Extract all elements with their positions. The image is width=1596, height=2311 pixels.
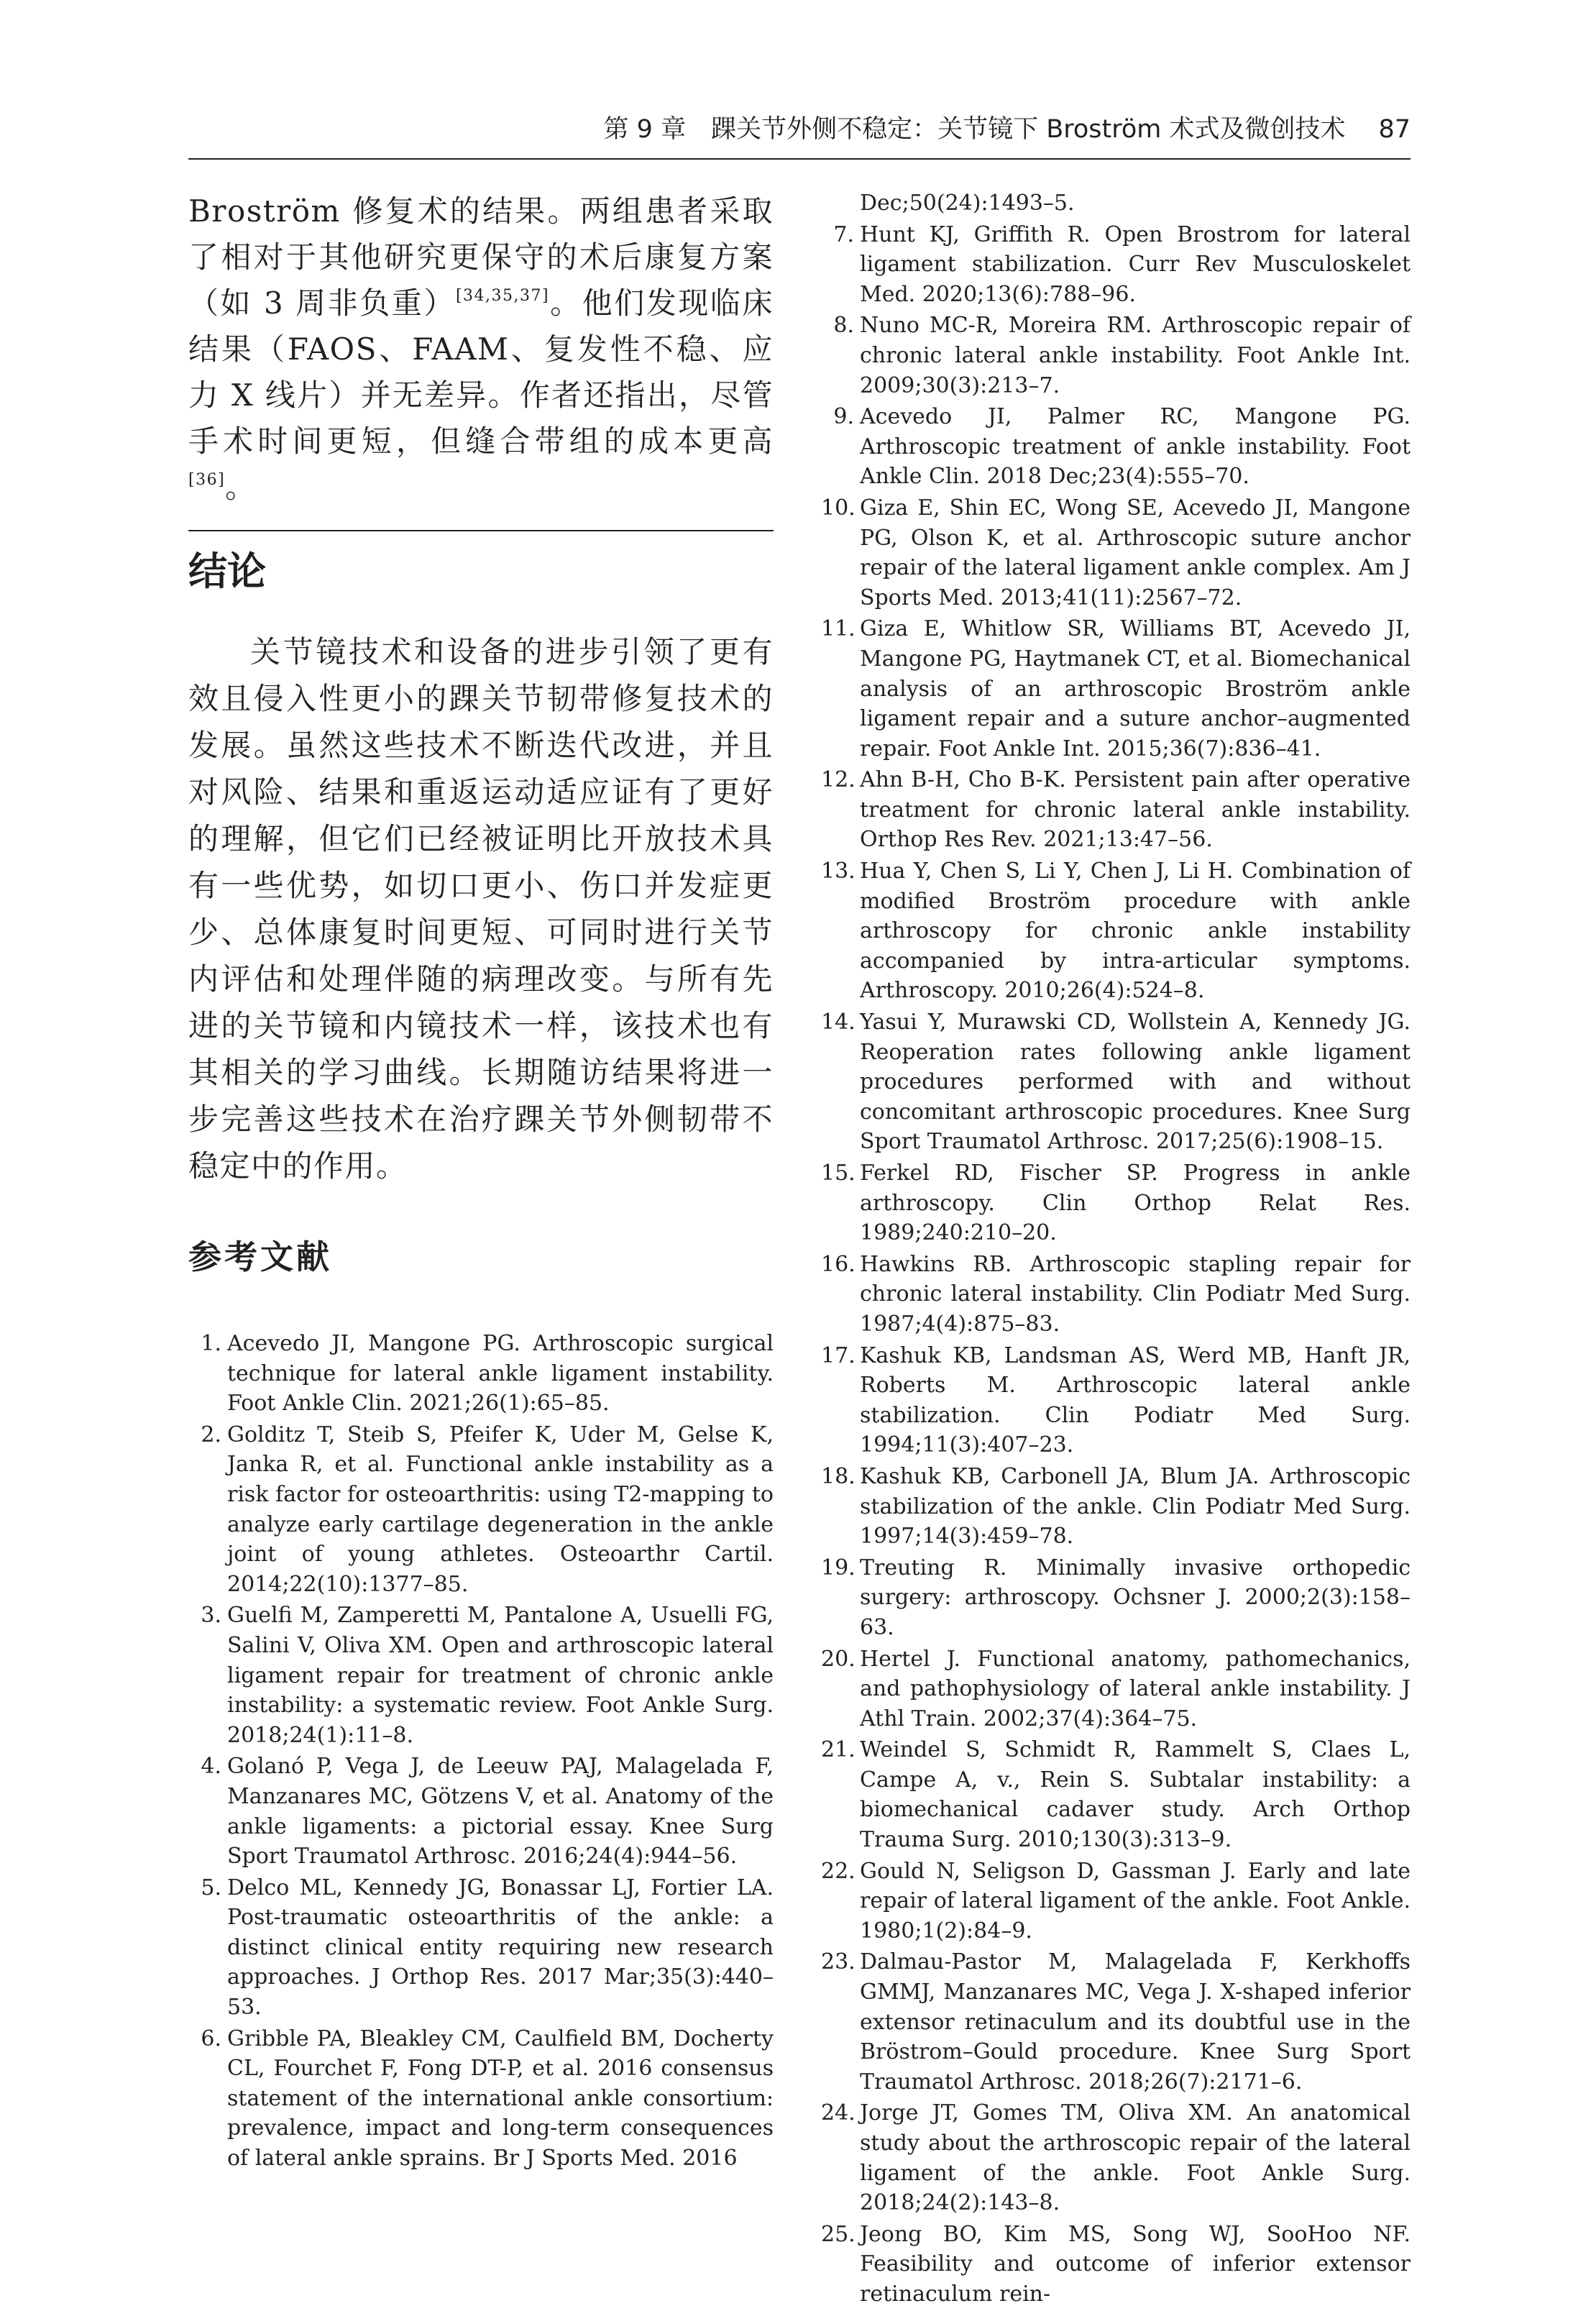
reference-text: Dalmau-Pastor M, Malagelada F, Kerkhoffs GMMJ, Manzanares MC, Vega J. X-shaped inferior extensor retinaculum and its doubtful use in the Bröstrom–Gould procedure. Knee Surg Sport Traumatol Arthrosc. 2018;26(7):2171–6. <box>860 1949 1411 2095</box>
reference-number: 24. <box>821 2100 856 2126</box>
reference-number: 15. <box>821 1161 856 1186</box>
reference-text: Ahn B-H, Cho B-K. Persistent pain after operative treatment for chronic lateral ankle instability. Orthop Res Rev. 2021;13:47–56. <box>860 767 1411 853</box>
reference-number: 18. <box>821 1463 856 1489</box>
reference-text: Hua Y, Chen S, Li Y, Chen J, Li H. Combination of modified Broström procedure with ankle arthroscopy for chronic ankle instability accompanied by intra-articular symptoms. Arthroscopy. 2010;26(4):524–8. <box>860 859 1411 1004</box>
left-column <box>188 188 774 505</box>
reference-text: Nuno MC-R, Moreira RM. Arthroscopic repair of chronic lateral ankle instability. Foot Ankle Int. 2009;30(3):213–7. <box>860 313 1411 398</box>
section-rule <box>188 530 774 531</box>
reference-number: 6. <box>201 2026 221 2051</box>
reference-text: Gould N, Seligson D, Gassman J. Early and late repair of lateral ligament of the ankle. Foot Ankle. 1980;1(2):84–9. <box>860 1858 1411 1944</box>
reference-item <box>821 1857 1411 1946</box>
reference-text: Jeong BO, Kim MS, Song WJ, SooHoo NF. Feasibility and outcome of inferior extensor retinaculum rein- <box>860 2221 1411 2307</box>
reference-item <box>821 1553 1411 1643</box>
reference-item <box>821 1007 1411 1157</box>
reference-text: Yasui Y, Murawski CD, Wollstein A, Kennedy JG. Reoperation rates following ankle ligament procedures performed with and without concomitant arthroscopic procedures. Knee Surg Sport Traumatol Arthrosc. 2017;25(6):1908–15. <box>860 1010 1411 1155</box>
reference-item <box>188 1752 774 1871</box>
header-rule <box>188 158 1411 160</box>
conclusion-paragraph: 关节镜技术和设备的进步引领了更有效且侵入性更小的踝关节韧带修复技术的发展。虽然这些技术不断迭代改进，并且对风险、结果和重返运动适应证有了更好的理解，但它们已经被证明比开放技术具有一些优势，如切口更小、伤口并发症更少、总体康复时间更短、可同时进行关节内评估和处理伴随的病理改变。与所有先进的关节镜和内镜技术一样，该技术也有其相关的学习曲线。长期随访结果将进一步完善这些技术在治疗踝关节外侧韧带不稳定中的作用。 <box>188 634 774 1184</box>
reference-item <box>821 220 1411 310</box>
reference-item <box>188 2024 774 2174</box>
reference-number: 8. <box>833 313 854 339</box>
reference-text: Weindel S, Schmidt R, Rammelt S, Claes L, Campe A, v., Rein S. Subtalar instability: a biomechanical cadaver study. Arch Orthop Trauma Surg. 2010;130(3):313–9. <box>860 1737 1411 1853</box>
reference-number: 14. <box>821 1010 856 1035</box>
reference-number: 10. <box>821 495 856 521</box>
intro-paragraph <box>188 188 774 505</box>
reference-text: Kashuk KB, Landsman AS, Werd MB, Hanft JR, Roberts M. Arthroscopic lateral ankle stabilization. Clin Podiatr Med Surg. 1994;11(3):407–23. <box>860 1342 1411 1458</box>
reference-item <box>188 1329 774 1419</box>
reference-item <box>821 614 1411 764</box>
reference-text: Giza E, Shin EC, Wong SE, Acevedo JI, Mangone PG, Olson K, et al. Arthroscopic suture anchor repair of the lateral ligament ankle complex. Am J Sports Med. 2013;41(11):2567–72. <box>860 495 1411 610</box>
reference-item <box>821 765 1411 855</box>
reference-item <box>821 1341 1411 1460</box>
reference-item <box>821 1644 1411 1734</box>
reference-item <box>821 1735 1411 1854</box>
reference-number: 5. <box>201 1875 221 1900</box>
reference-number: 1. <box>201 1331 221 1356</box>
reference-text: Guelfi M, Zamperetti M, Pantalone A, Usuelli FG, Salini V, Oliva XM. Open and arthroscopic lateral ligament repair for treatment of chronic ankle instability: a systematic review. Foot Ankle Surg. 2018;24(1):11–8. <box>227 1603 774 1748</box>
reference-item <box>821 311 1411 401</box>
intro-text-2: 。他们发现临床结果（FAOS、FAAM、复发性不稳、应力 X 线片）并无差异。作者还指出，尽管手术时间更短，但缝合带组的成本更高 <box>188 285 774 459</box>
reference-item <box>821 1462 1411 1552</box>
reference-number: 22. <box>821 1858 856 1884</box>
reference-number: 3. <box>201 1603 221 1629</box>
reference-item <box>821 856 1411 1006</box>
reference-text: Ferkel RD, Fischer SP. Progress in ankle arthroscopy. Clin Orthop Relat Res. 1989;240:210–20. <box>860 1161 1411 1246</box>
references-list-left <box>188 1329 774 2175</box>
reference-text: Delco ML, Kennedy JG, Bonassar LJ, Fortier LA. Post-traumatic osteoarthritis of the ankle: a distinct clinical entity requiring new research approaches. J Orthop Res. 2017 Mar;35(3):440–53. <box>227 1875 774 2021</box>
reference-number: 7. <box>833 221 854 247</box>
conclusion-heading: 结论 <box>188 549 266 594</box>
reference-item <box>821 2220 1411 2310</box>
reference-item <box>188 1601 774 1750</box>
reference-item <box>188 1873 774 2023</box>
reference-item <box>821 1158 1411 1248</box>
reference-text: Hawkins RB. Arthroscopic stapling repair for chronic lateral instability. Clin Podiatr Med Surg. 1987;4(4):875–83. <box>860 1251 1411 1337</box>
reference-text: Dec;50(24):1493–5. <box>860 191 1075 216</box>
reference-number: 19. <box>821 1555 856 1580</box>
references-heading: 参考文献 <box>188 1237 332 1276</box>
page-number: 87 <box>1378 115 1411 144</box>
intro-text-3: 。 <box>225 470 257 505</box>
references-list-right <box>821 188 1411 2311</box>
citation-sup: [34,35,37] <box>455 287 550 305</box>
reference-text: Jorge JT, Gomes TM, Oliva XM. An anatomical study about the arthroscopic repair of the lateral ligament of the ankle. Foot Ankle Surg. 2018;24(2):143–8. <box>860 2100 1411 2216</box>
reference-number: 21. <box>821 1737 856 1763</box>
reference-text: Acevedo JI, Palmer RC, Mangone PG. Arthroscopic treatment of ankle instability. Foot Ankle Clin. 2018 Dec;23(4):555–70. <box>860 404 1411 490</box>
reference-number: 4. <box>201 1754 221 1780</box>
reference-number: 23. <box>821 1949 856 1975</box>
reference-item <box>821 1947 1411 2097</box>
reference-number: 20. <box>821 1646 856 1672</box>
reference-number: 12. <box>821 767 856 793</box>
reference-number: 11. <box>821 616 856 642</box>
reference-number: 16. <box>821 1251 856 1277</box>
reference-text: Giza E, Whitlow SR, Williams BT, Acevedo JI, Mangone PG, Haytmanek CT, et al. Biomechanical analysis of an arthroscopic Broström ankle ligament repair and a suture anchor–augmented repair. Foot Ankle Int. 2015;36(7):836–41. <box>860 616 1411 761</box>
reference-number: 25. <box>821 2221 856 2247</box>
reference-number: 13. <box>821 859 856 884</box>
reference-number: 9. <box>833 404 854 430</box>
reference-text: Hertel J. Functional anatomy, pathomechanics, and pathophysiology of lateral ankle instability. J Athl Train. 2002;37(4):364–75. <box>860 1646 1411 1731</box>
reference-text: Kashuk KB, Carbonell JA, Blum JA. Arthroscopic stabilization of the ankle. Clin Podiatr Med Surg. 1997;14(3):459–78. <box>860 1463 1411 1550</box>
reference-text: Gribble PA, Bleakley CM, Caulfield BM, Docherty CL, Fourchet F, Fong DT-P, et al. 2016 consensus statement of the international ankle consortium: prevalence, impact and long-term consequences of lateral ankle sprains. Br J Sports Med. 2016 <box>227 2026 774 2172</box>
reference-text: Treuting R. Minimally invasive orthopedic surgery: arthroscopy. Ochsner J. 2000;2(3):158–63. <box>860 1555 1411 1640</box>
reference-number: 2. <box>201 1422 221 1447</box>
reference-text: Golditz T, Steib S, Pfeifer K, Uder M, Gelse K, Janka R, et al. Functional ankle instability as a risk factor for osteoarthritis: using T2-mapping to analyze early cartilage degeneration in the ankle joint of young athletes. Osteoarthr Cartil. 2014;22(10):1377–85. <box>227 1422 774 1597</box>
reference-item <box>821 402 1411 492</box>
reference-number: 17. <box>821 1342 856 1368</box>
reference-item <box>821 2098 1411 2218</box>
reference-text: Hunt KJ, Griffith R. Open Brostrom for lateral ligament stabilization. Curr Rev Musculoskelet Med. 2020;13(6):788–96. <box>860 221 1411 307</box>
running-header <box>188 109 1411 152</box>
reference-item <box>821 1250 1411 1340</box>
reference-item <box>188 1420 774 1600</box>
reference-text: Acevedo JI, Mangone PG. Arthroscopic surgical technique for lateral ankle ligament instability. Foot Ankle Clin. 2021;26(1):65–85. <box>227 1331 774 1417</box>
chapter-title: 第 9 章 踝关节外侧不稳定：关节镜下 Broström 术式及微创技术 <box>603 115 1346 144</box>
reference-continuation <box>821 188 1411 219</box>
citation-sup: [36] <box>188 471 226 489</box>
intro-text-1: Broström 修复术的结果。两组患者采取了相对于其他研究更保守的术后康复方案（如 3 周非负重） <box>188 193 774 321</box>
reference-text: Golanó P, Vega J, de Leeuw PAJ, Malagelada F, Manzanares MC, Götzens V, et al. Anatomy of the ankle ligaments: a pictorial essay. Knee Surg Sport Traumatol Arthrosc. 2016;24(4):944–56. <box>227 1754 774 1870</box>
reference-item <box>821 493 1411 613</box>
